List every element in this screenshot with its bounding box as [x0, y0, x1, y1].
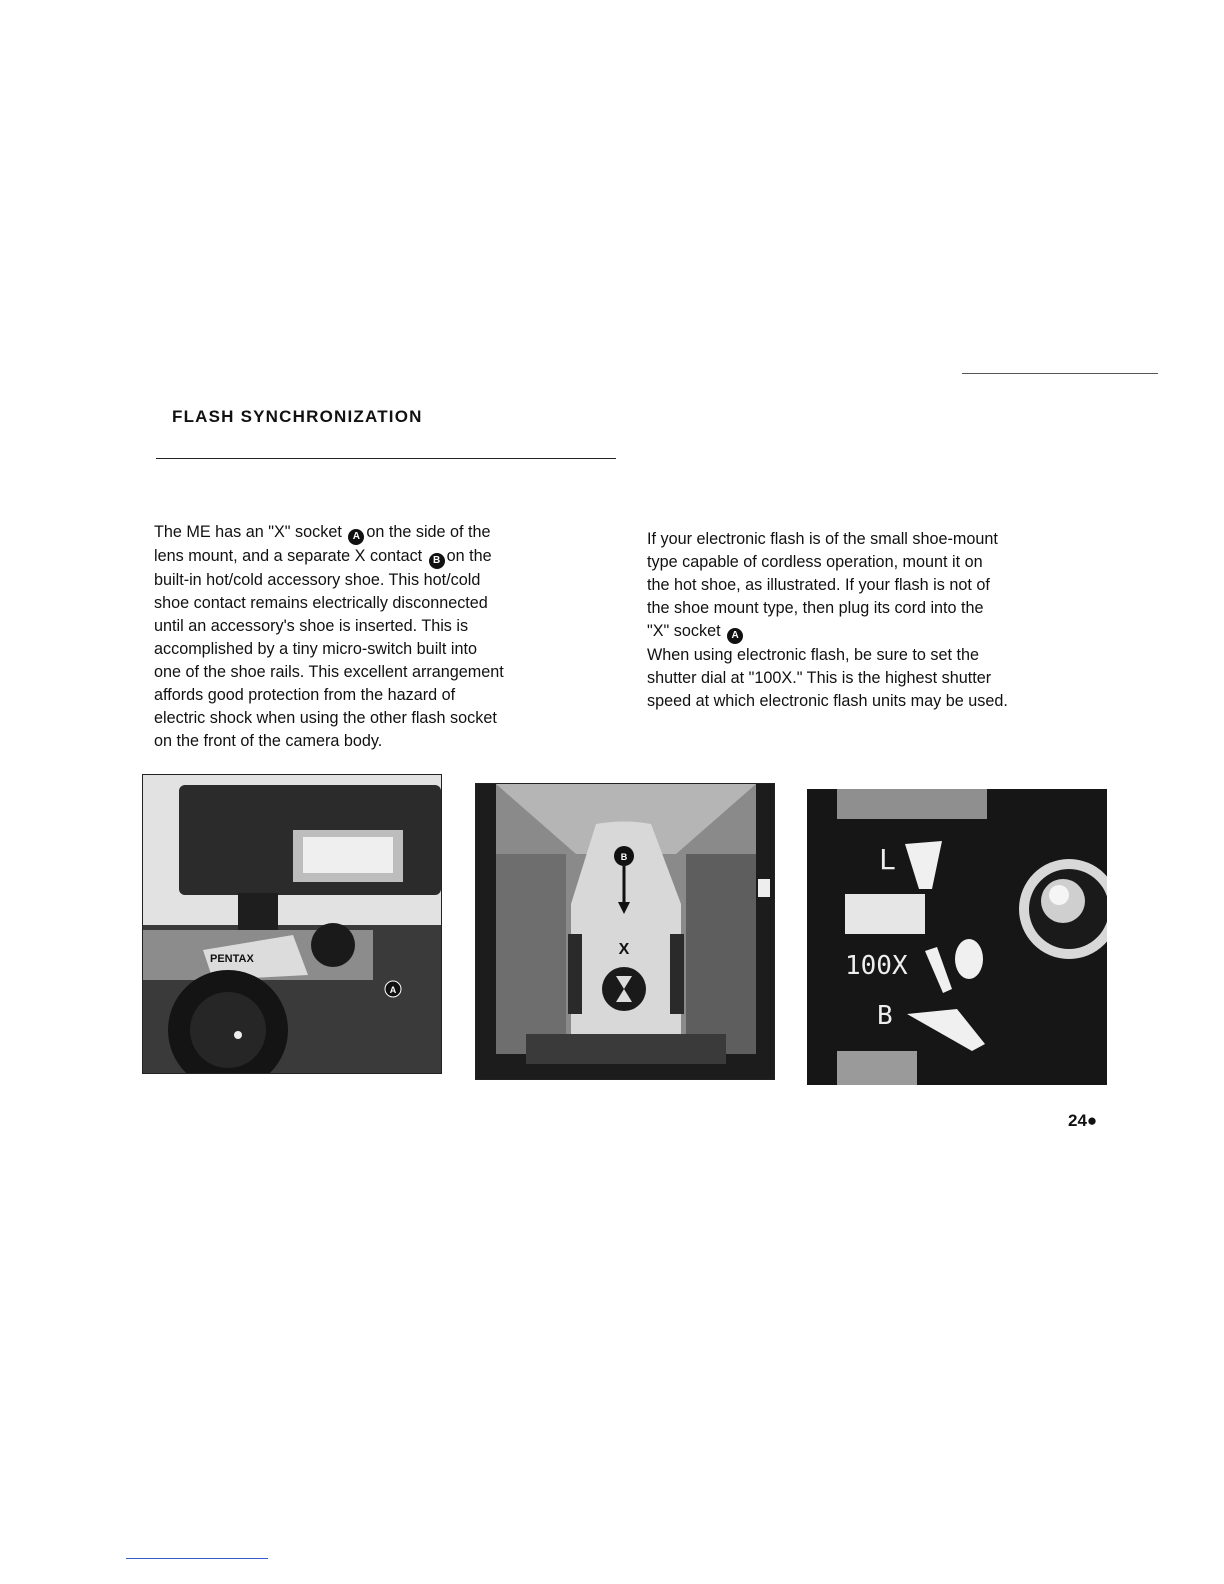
- text-line: built-in hot/cold accessory shoe. This hot/cold: [154, 571, 481, 589]
- text-segment: "X" socket: [647, 622, 721, 640]
- text-line: the hot shoe, as illustrated. If your flash is not of: [647, 576, 990, 594]
- text-segment: on the: [446, 547, 492, 565]
- text-segment: lens mount, and a separate X contact: [154, 547, 423, 565]
- right-text-column: [647, 528, 1008, 713]
- text-line: If your electronic flash is of the small shoe-mount: [647, 530, 998, 548]
- text-line: the shoe mount type, then plug its cord into the: [647, 599, 984, 617]
- title-underline: [156, 458, 616, 459]
- text-line: on the front of the camera body.: [154, 732, 383, 750]
- text-line: [154, 545, 504, 569]
- callout-a-icon: A: [348, 529, 364, 545]
- callout-a-icon: A: [389, 985, 397, 995]
- shoe-x-label: X: [618, 941, 630, 958]
- text-line: until an accessory's shoe is inserted. This is: [154, 617, 469, 635]
- camera-flash-illustration: [143, 775, 441, 1073]
- text-line: type capable of cordless operation, mount it on: [647, 553, 983, 571]
- photo-camera-with-flash: [142, 774, 442, 1074]
- bottom-rule: [126, 1558, 268, 1559]
- hot-shoe-illustration: [476, 784, 774, 1079]
- dial-b-label: B: [877, 1001, 893, 1031]
- callout-b-icon: B: [429, 553, 445, 569]
- left-text-column: [154, 521, 504, 753]
- top-right-rule: [962, 373, 1158, 374]
- photo-hot-shoe: [475, 783, 775, 1080]
- shutter-dial-illustration: [807, 789, 1107, 1085]
- text-line: shutter dial at "100X." This is the highest shutter: [647, 669, 992, 687]
- brand-label: PENTAX: [210, 953, 254, 965]
- text-line: accomplished by a tiny micro-switch built into: [154, 640, 477, 658]
- dial-l-label: L: [879, 843, 896, 876]
- text-line: [154, 521, 504, 545]
- callout-b-icon: B: [620, 852, 628, 862]
- text-line: affords good protection from the hazard of: [154, 686, 456, 704]
- dial-100x-label: 100X: [845, 951, 908, 981]
- text-segment: on the side of the: [366, 523, 491, 541]
- callout-a-icon: A: [727, 628, 743, 644]
- section-title: FLASH SYNCHRONIZATION: [172, 407, 423, 426]
- photo-shutter-dial: [807, 789, 1107, 1085]
- text-line: one of the shoe rails. This excellent arrangement: [154, 663, 504, 681]
- page-number: 24●: [1068, 1111, 1098, 1130]
- text-segment: The ME has an "X" socket: [154, 523, 342, 541]
- text-line: When using electronic flash, be sure to set the: [647, 646, 980, 664]
- text-line: shoe contact remains electrically disconnected: [154, 594, 488, 612]
- page-number-text: 24: [1068, 1111, 1087, 1130]
- text-line: speed at which electronic flash units may be used.: [647, 692, 1008, 710]
- text-line: [647, 620, 1008, 644]
- text-line: electric shock when using the other flash socket: [154, 709, 497, 727]
